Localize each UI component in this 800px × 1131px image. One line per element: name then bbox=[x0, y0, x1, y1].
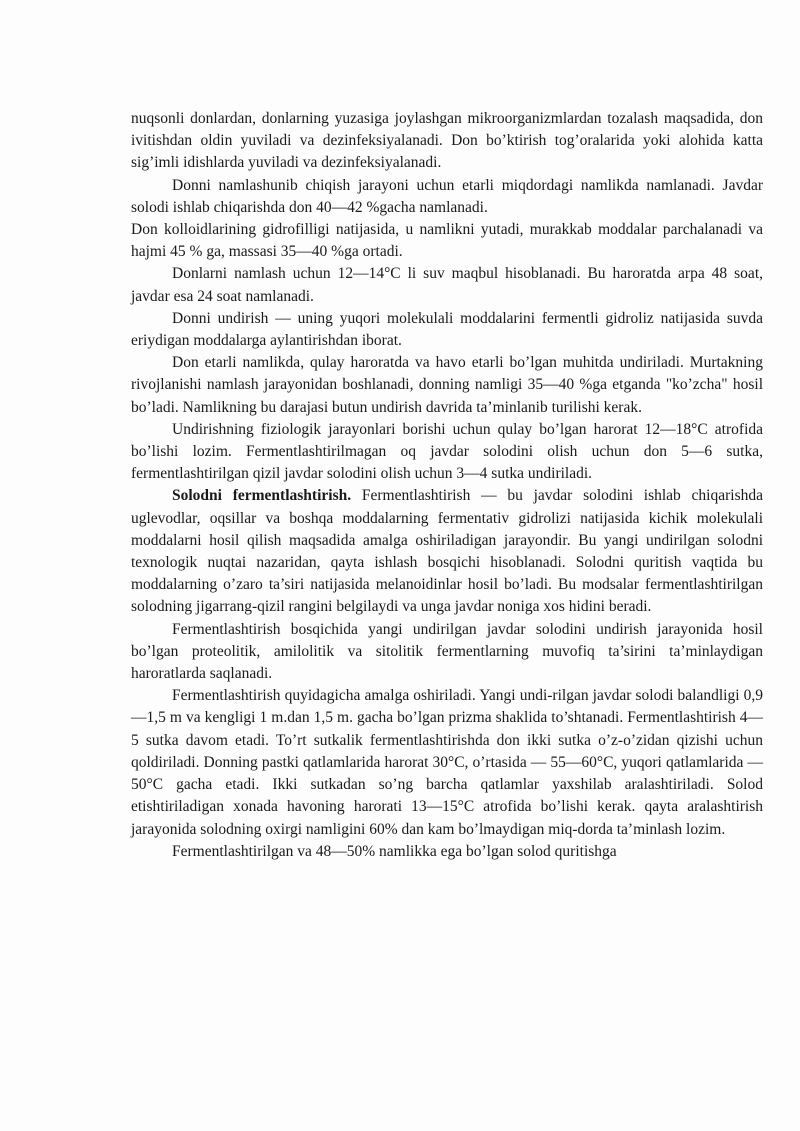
paragraph-washing: nuqsonli donlardan, donlarning yuzasiga joylashgan mikroorganizmlardan tozalash maqsadida, don ivitishdan oldin yuviladi va dezinfeksiyalanadi. Don bo’ktirish tog’oralarida yoki alohida katta sig’imli idishlarda yuviladi va dezinfeksiyalanadi. bbox=[131, 110, 763, 172]
paragraph-colloids: Don kolloidlarining gidrofilligi natijasida, u namlikni yutadi, murakkab moddalar parchalanadi va hajmi 45 % ga, massasi 35—40 %ga ortadi. bbox=[131, 221, 763, 261]
paragraph-germination-conditions: Don etarli namlikda, qulay haroratda va havo etarli bo’lgan muhitda undiriladi. Murtakning rivojlanishi namlash jarayonidan boshlanadi, donning namligi 35—40 %ga etganda "ko’zcha" hosil bo’ladi. Namlikning bu darajasi butun undirish davrida ta’minlanib turilishi kerak. bbox=[131, 354, 763, 416]
paragraph-germination-temperature: Undirishning fiziologik jarayonlari borishi uchun qulay bo’lgan harorat 12—18°C atrofida bo’lishi lozim. Fermentlashtirilmagan oq javdar solodini olish uchun don 5—6 sutka, fermentlashtirilgan qizil javdar solodini olish uchun 3—4 sutka undiriladi. bbox=[131, 420, 763, 483]
paragraph-germination-definition: Donni undirish — uning yuqori molekulali moddalarini fermentli gidroliz natijasida suvda eriydigan moddalarga aylantirishdan iborat. bbox=[131, 309, 763, 350]
paragraph-fermentation-process: Fermentlashtirish quyidagicha amalga oshiriladi. Yangi undi-rilgan javdar solodi balandligi 0,9—1,5 m va kengligi 1 m.dan 1,5 m. gacha bo’lgan prizma shaklida to’shtanadi. Fermentlashtirish 4—5 sutka davom etadi. To’rt sutkalik fermentlashtirishda don ikki sutka o’z-o’zidan qizishi uchun qoldiriladi. Donning pastki qatlamlarida harorat 30°C, o’rtasida — 55—60°C, yuqori qatlamlarida — 50°C gacha etadi. Ikki sutkadan so’ng barcha qatlamlar yaxshilab aralashtiriladi. Solod etishtiriladigan xonada havoning harorati 13—15°C atrofida bo’lishi kerak. qayta aralashtirish jarayonida solodning oxirgi namligini 60% dan kam bo’lmaydigan miq-dorda ta’minlash lozim. bbox=[131, 687, 763, 838]
document-body bbox=[131, 108, 763, 863]
paragraph-fermentation-text: Fermentlashtirish — bu javdar solodini ishlab chiqarishda uglevodlar, oqsillar va boshqa moddalarning fermentativ gidrolizi natijasida kichik molekulali moddalarni hosil qilish maqsadida amalga oshiriladigan jarayondir. Bu yangi undirilgan solodni texnologik nuqtai nazaridan, qayta ishlash bosqichi hisoblanadi. Solodni quritish vaqtida bu moddalarning o’zaro ta’siri natijasida melanoidinlar hosil bo’ladi. Bu modsalar fermentlashtirilgan solodning jigarrang-qizil rangini belgilaydi va unga javdar noniga xos hidini beradi. bbox=[131, 487, 763, 616]
section-heading-fermentation: Solodni fermentlashtirish. bbox=[172, 487, 352, 505]
paragraph-drying-start: Fermentlashtirilgan va 48—50% namlikka ega bo’lgan solod quritishga bbox=[172, 842, 617, 860]
paragraph-water-temperature: Donlarni namlash uchun 12—14°C li suv maqbul hisoblanadi. Bu haroratda arpa 48 soat, javdar esa 24 soat namlanadi. bbox=[131, 265, 763, 305]
paragraph-fermentation-section bbox=[131, 485, 763, 618]
paragraph-moistening: Donni namlashunib chiqish jarayoni uchun etarli miqdordagi namlikda namlanadi. Javdar solodi ishlab chiqarishda don 40—42 %gacha namlanadi. bbox=[131, 176, 763, 216]
paragraph-fermentation-stage: Fermentlashtirish bosqichida yangi undirilgan javdar solodini undirish jarayonida hosil bo’lgan proteolitik, amilolitik va sitolitik fermentlarning muvofiq ta’sirini ta’minlaydigan haroratlarda saqlanadi. bbox=[131, 620, 763, 683]
